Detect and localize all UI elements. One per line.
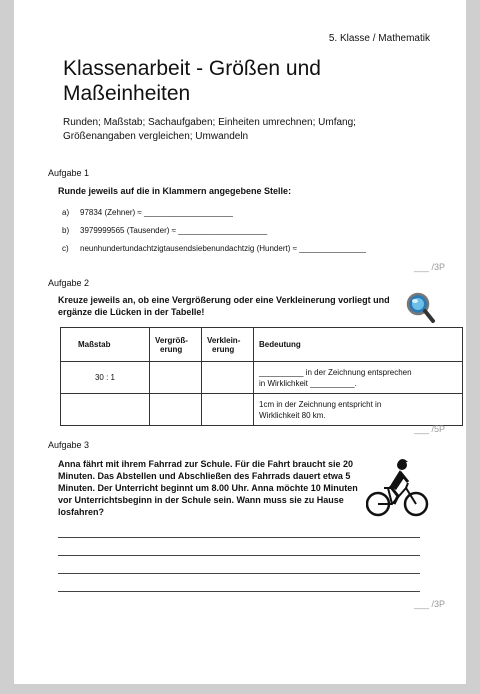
- task1-label: Aufgabe 1: [48, 168, 90, 178]
- task3-line: vor Unterrichtsbeginn in der Schule sein. Wann muss sie zu Hause: [58, 495, 344, 505]
- task2-label: Aufgabe 2: [48, 278, 90, 288]
- header-line: erung: [160, 344, 183, 354]
- table-row: [61, 362, 463, 394]
- answer-line-2[interactable]: [58, 555, 420, 556]
- page-frame-bottom: [0, 684, 480, 694]
- header-verkleinerung: [202, 328, 254, 362]
- task1-item-c: [62, 244, 366, 253]
- task1-instruction: Runde jeweils auf die in Klammern angegebene Stelle:: [58, 186, 292, 196]
- task1-score: ___ /3P: [413, 262, 445, 272]
- task3-text: [58, 458, 368, 518]
- item-text: neunhundertundachtzigtausendsiebenundachtzig (Hundert) ≈ _______________: [80, 244, 366, 253]
- page-frame-left: [0, 0, 14, 694]
- scale-table: [60, 327, 463, 426]
- subtitle-line-2: Größenangaben vergleichen; Umwandeln: [63, 131, 249, 142]
- task3-line: losfahren?: [58, 507, 105, 517]
- instruction-line-1: Kreuze jeweils an, ob eine Vergrößerung oder eine Verkleinerung vorliegt und: [58, 295, 390, 305]
- scale-cell-empty[interactable]: [61, 394, 150, 426]
- task3-label: Aufgabe 3: [48, 440, 90, 450]
- page-title: [63, 56, 403, 106]
- item-text: 97834 (Zehner) ≈ ____________________: [80, 208, 233, 217]
- page-frame-right: [466, 0, 480, 694]
- answer-line-4[interactable]: [58, 591, 420, 592]
- table-header-row: [61, 328, 463, 362]
- header-vergroesserung: [150, 328, 202, 362]
- table-row: [61, 394, 463, 426]
- header-line: Verklein-: [207, 335, 241, 345]
- scale-cell: 30 : 1: [61, 362, 150, 394]
- meaning-line: Wirklichkeit 80 km.: [259, 410, 326, 420]
- subtitle-line-1: Runden; Maßstab; Sachaufgaben; Einheiten umrechnen; Umfang;: [63, 117, 356, 128]
- grade-subject-label: 5. Klasse / Mathematik: [328, 33, 430, 44]
- item-letter: a): [62, 208, 70, 217]
- task2-instruction: [58, 294, 390, 318]
- topics-subtitle: [63, 116, 393, 144]
- magnifier-icon: [406, 292, 436, 329]
- title-line-1: Klassenarbeit - Größen und: [63, 57, 321, 80]
- title-line-2: Maßeinheiten: [63, 82, 191, 105]
- task1-item-a: [62, 208, 233, 217]
- answer-line-3[interactable]: [58, 573, 420, 574]
- meaning-line: in Wirklichkeit __________.: [259, 378, 357, 388]
- meaning-cell: [254, 394, 463, 426]
- task1-item-b: [62, 226, 267, 235]
- header-line: Vergröß-: [155, 335, 188, 345]
- task3-line: Anna fährt mit ihrem Fahrrad zur Schule. Für die Fahrt braucht sie 20: [58, 459, 354, 469]
- header-massstab: Maßstab: [61, 328, 150, 362]
- item-letter: c): [62, 244, 69, 253]
- header-line: erung: [212, 344, 235, 354]
- vergroesserung-checkbox-cell[interactable]: [150, 362, 202, 394]
- verkleinerung-checkbox-cell[interactable]: [202, 394, 254, 426]
- item-text: 3979999565 (Tausender) ≈ ____________________: [80, 226, 268, 235]
- cyclist-icon: [366, 456, 430, 523]
- instruction-line-2: ergänze die Lücken in der Tabelle!: [58, 307, 205, 317]
- header-bedeutung: Bedeutung: [254, 328, 463, 362]
- verkleinerung-checkbox-cell[interactable]: [202, 362, 254, 394]
- meaning-line: 1cm in der Zeichnung entspricht in: [259, 399, 382, 409]
- task2-score: ___ /5P: [413, 424, 445, 434]
- task3-line: Minuten. Das Abstellen und Abschließen des Fahrrads dauert etwa 5: [58, 471, 351, 481]
- task3-score: ___ /3P: [413, 599, 445, 609]
- meaning-line: __________ in der Zeichnung entsprechen: [259, 367, 412, 377]
- meaning-cell: [254, 362, 463, 394]
- answer-line-1[interactable]: [58, 537, 420, 538]
- task3-line: Minuten. Der Unterricht beginnt um 8.00 Uhr. Anna möchte 10 Minuten: [58, 483, 358, 493]
- vergroesserung-checkbox-cell[interactable]: [150, 394, 202, 426]
- item-letter: b): [62, 226, 70, 235]
